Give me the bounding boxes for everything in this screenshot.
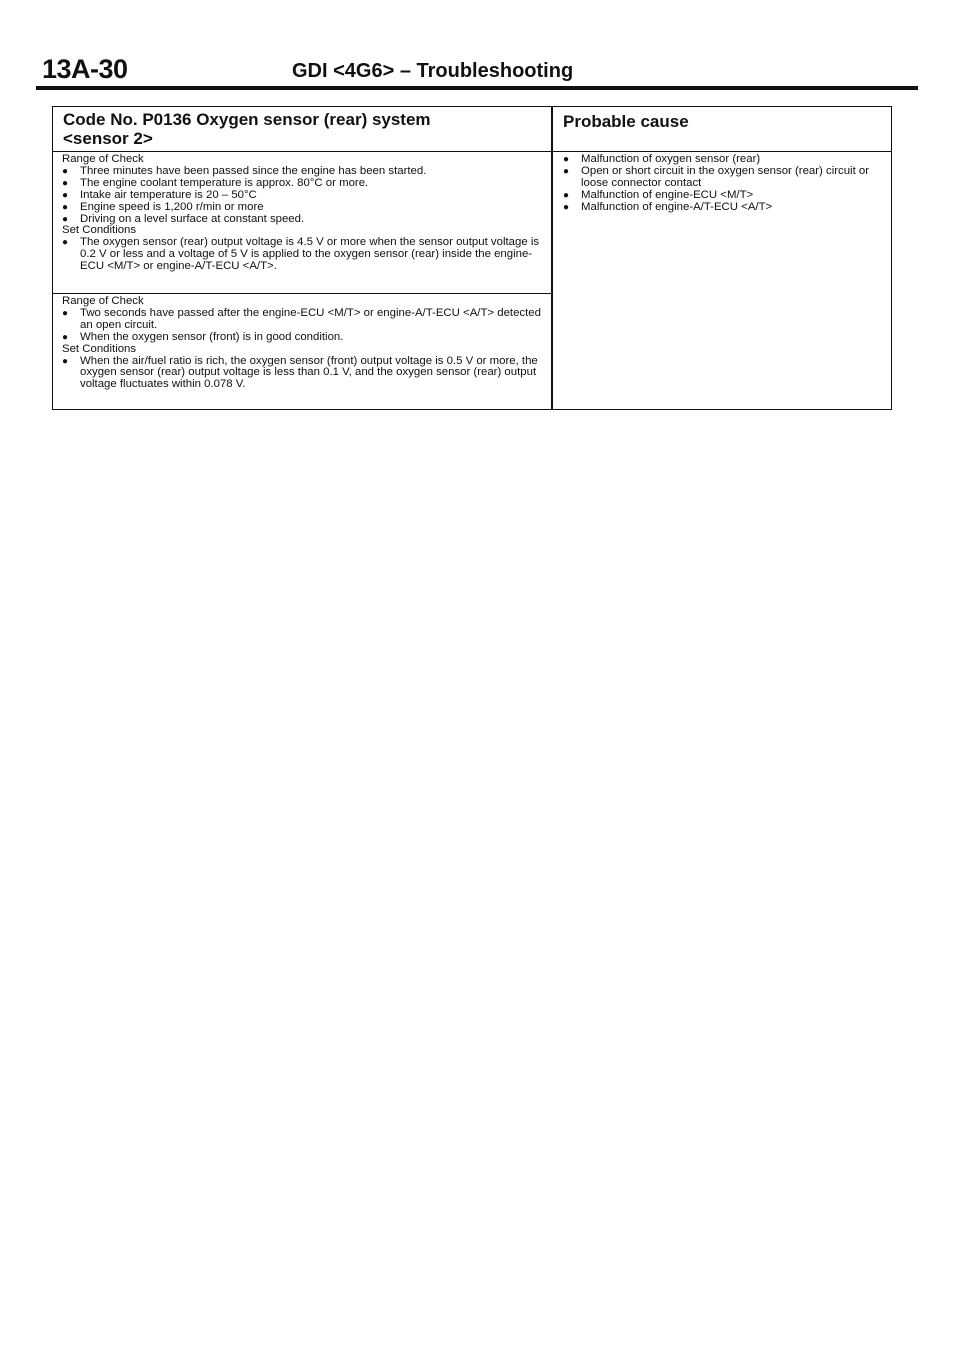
check-block-1 (62, 154, 546, 273)
bullet-icon: ● (62, 355, 69, 367)
condition-block-divider (53, 293, 551, 294)
list-item: ● The engine coolant temperature is approx. 80°C or more. (62, 176, 369, 189)
column-divider (551, 107, 553, 409)
list-item: ● Intake air temperature is 20 – 50°C (62, 188, 257, 201)
range-of-check-label: Range of Check (62, 153, 144, 165)
probable-cause-list (563, 154, 885, 214)
list-item: ● When the air/fuel ratio is rich, the oxygen sensor (front) output voltage is 0.5 V or more, the oxygen sensor (rear) output voltage is less than 0.1 V, and the oxygen sensor (rear) output voltage fluctuates within 0.078 V. (62, 354, 538, 391)
bullet-icon: ● (62, 189, 69, 201)
bullet-icon: ● (563, 154, 570, 165)
list-item: ● Engine speed is 1,200 r/min or more (62, 200, 264, 213)
range-of-check-label: Range of Check (62, 295, 144, 307)
list-item: ● Malfunction of oxygen sensor (rear) (563, 153, 761, 165)
bullet-icon: ● (62, 307, 69, 319)
bullet-icon: ● (62, 177, 69, 189)
code-title-line-2: <sensor 2> (63, 129, 153, 148)
bullet-icon: ● (62, 165, 69, 177)
header-rule (36, 86, 918, 90)
list-item: ● Two seconds have passed after the engine-ECU <M/T> or engine-A/T-ECU <A/T> detected an open circuit. (62, 306, 541, 331)
set-conditions-label: Set Conditions (62, 342, 137, 355)
list-item: ● The oxygen sensor (rear) output voltage is 4.5 V or more when the sensor output voltage is 0.2 V or less and a voltage of 5 V is applied to the oxygen sensor (rear) inside the engine-ECU <M/T> or engine-A/T-ECU <A/T>. (62, 236, 540, 273)
check-block-2 (62, 296, 546, 391)
list-item: ● Three minutes have been passed since the engine has been started. (62, 164, 427, 177)
list-item: ● Open or short circuit in the oxygen sensor (rear) circuit or loose connector contact (563, 164, 870, 189)
list-item: ● When the oxygen sensor (front) is in good condition. (62, 330, 344, 343)
probable-cause-title: Probable cause (563, 112, 689, 131)
list-item: ● Malfunction of engine-A/T-ECU <A/T> (563, 200, 773, 213)
set-conditions-label: Set Conditions (62, 224, 137, 237)
bullet-icon: ● (62, 237, 69, 249)
bullet-icon: ● (563, 201, 570, 213)
section-title: GDI <4G6> – Troubleshooting (292, 60, 574, 82)
bullet-icon: ● (62, 331, 69, 343)
bullet-icon: ● (62, 201, 69, 213)
header-row-divider (53, 151, 891, 152)
code-title-line-1: Code No. P0136 Oxygen sensor (rear) system (63, 110, 431, 129)
list-item: ● Driving on a level surface at constant speed. (62, 212, 305, 225)
bullet-icon: ● (62, 213, 69, 225)
bullet-icon: ● (563, 165, 570, 177)
code-title (63, 110, 543, 148)
diagnostic-code-table (52, 106, 892, 410)
list-item: ● Malfunction of engine-ECU <M/T> (563, 188, 754, 201)
page-number: 13A-30 (42, 54, 128, 84)
bullet-icon: ● (563, 189, 570, 201)
page-header (38, 50, 918, 90)
